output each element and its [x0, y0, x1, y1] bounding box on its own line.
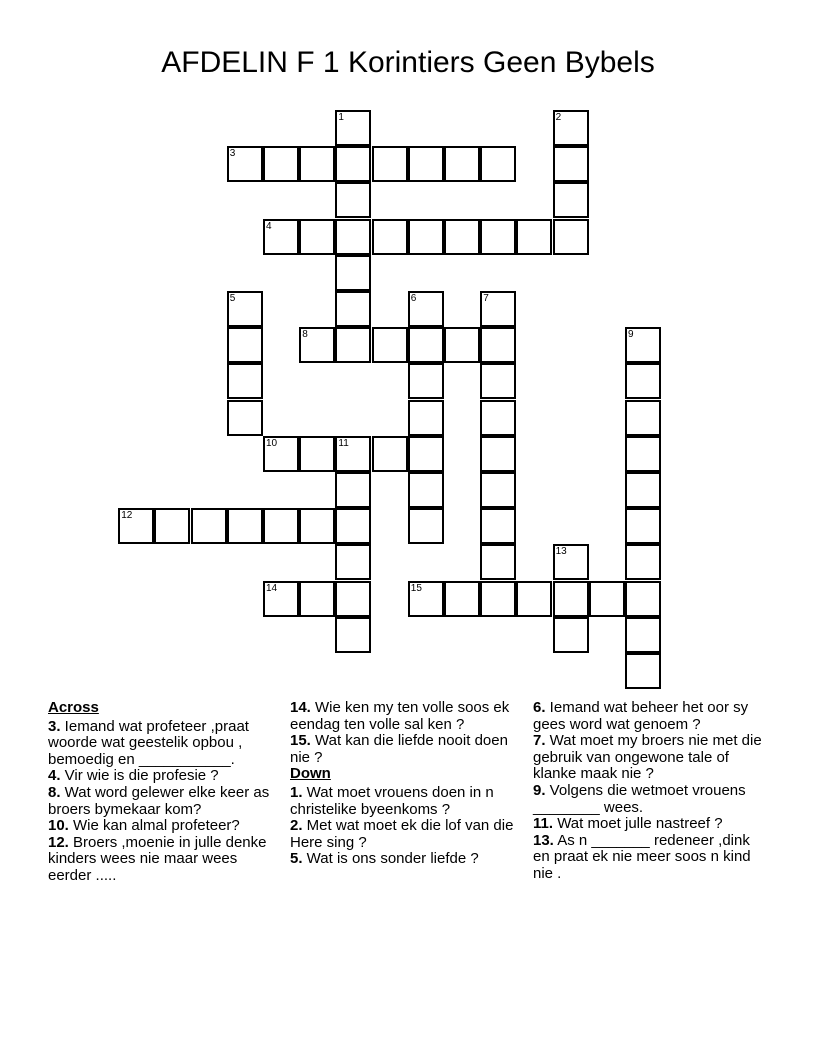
grid-cell[interactable] — [480, 436, 516, 472]
clue-item — [48, 719, 276, 769]
grid-cell[interactable] — [372, 219, 408, 255]
grid-cell[interactable] — [372, 436, 408, 472]
clue-number-label: 14. — [290, 699, 311, 716]
grid-cell[interactable] — [480, 544, 516, 580]
clue-item — [48, 818, 276, 835]
grid-cell[interactable] — [444, 327, 480, 363]
grid-cell[interactable] — [480, 400, 516, 436]
grid-cell[interactable] — [553, 182, 589, 218]
down-heading: Down — [290, 765, 331, 783]
clue-number-label: 10. — [48, 817, 69, 835]
clue-text: As n _______ redeneer ,dink en praat ek nie meer soos n kind nie . — [533, 831, 751, 882]
clue-item — [290, 700, 522, 733]
clue-number-label: 12. — [48, 833, 69, 851]
clue-number-label: 3. — [48, 717, 61, 735]
clue-number: 5 — [229, 293, 236, 304]
grid-cell[interactable] — [263, 436, 299, 472]
clue-number-label: 11. — [533, 815, 554, 833]
clue-number-label: 13. — [533, 831, 554, 849]
grid-cell[interactable] — [227, 327, 263, 363]
grid-cell[interactable] — [227, 400, 263, 436]
grid-cell[interactable] — [335, 219, 371, 255]
down-clue-list — [290, 785, 522, 868]
clue-text: Iemand wat beheer het oor sy gees word wat genoem ? — [533, 699, 749, 733]
clue-number-label: 1. — [290, 783, 303, 801]
clue-item — [533, 733, 768, 783]
clue-text: Vir wie is die profesie ? — [60, 767, 219, 785]
grid-cell[interactable] — [408, 508, 444, 544]
grid-cell[interactable] — [335, 508, 371, 544]
clue-number: 9 — [628, 329, 634, 341]
down-clue-list-continued — [533, 700, 768, 883]
grid-cell[interactable] — [372, 146, 408, 182]
grid-cell[interactable] — [553, 110, 589, 146]
clue-number: 14 — [266, 582, 278, 594]
grid-cell[interactable] — [625, 436, 661, 472]
grid-cell[interactable] — [118, 508, 154, 544]
grid-cell[interactable] — [372, 327, 408, 363]
clue-item — [290, 733, 522, 766]
grid-cell[interactable] — [263, 146, 299, 182]
clue-number: 7 — [483, 293, 489, 304]
grid-cell[interactable] — [625, 327, 661, 363]
clue-text: Iemand wat profeteer ,praat woorde wat geestelik opbou , bemoedig en ___________. — [48, 717, 249, 768]
grid-cell[interactable] — [553, 617, 589, 653]
grid-cell[interactable] — [625, 581, 661, 617]
grid-cell[interactable] — [444, 146, 480, 182]
clue-item — [48, 785, 276, 818]
clue-text: Wie kan almal profeteer? — [68, 817, 240, 835]
clue-text: Wat kan die liefde nooit doen nie ? — [290, 732, 508, 766]
grid-cell[interactable] — [299, 508, 335, 544]
grid-cell[interactable] — [408, 436, 444, 472]
grid-cell[interactable] — [480, 508, 516, 544]
grid-cell[interactable] — [227, 508, 263, 544]
grid-cell[interactable] — [480, 581, 516, 617]
clue-item — [290, 818, 522, 851]
clue-text: Wie ken my ten volle soos ek eendag ten volle sal ken ? — [290, 699, 510, 733]
clue-number: 12 — [121, 510, 133, 522]
grid-cell[interactable] — [299, 327, 335, 363]
clue-number-label: 2. — [290, 817, 303, 835]
clue-number: 11 — [338, 437, 349, 449]
clue-text: Wat moet julle nastreef ? — [553, 815, 723, 833]
grid-cell[interactable] — [480, 219, 516, 255]
grid-cell[interactable] — [227, 291, 263, 327]
grid-cell[interactable] — [299, 436, 335, 472]
grid-cell[interactable] — [335, 436, 371, 472]
grid-cell[interactable] — [263, 219, 299, 255]
across-heading: Across — [48, 699, 99, 716]
clue-item — [290, 851, 522, 868]
clue-number-label: 7. — [533, 732, 546, 750]
clue-item — [533, 816, 768, 833]
grid-cell[interactable] — [589, 581, 625, 617]
clue-number-label: 6. — [533, 699, 546, 716]
clue-item — [48, 835, 276, 885]
grid-cell[interactable] — [553, 581, 589, 617]
grid-cell[interactable] — [299, 581, 335, 617]
grid-cell[interactable] — [408, 219, 444, 255]
grid-cell[interactable] — [335, 255, 371, 291]
grid-cell[interactable] — [335, 146, 371, 182]
clue-number: 10 — [266, 437, 278, 449]
grid-cell[interactable] — [263, 508, 299, 544]
clue-item — [533, 833, 768, 883]
grid-cell[interactable] — [408, 581, 444, 617]
clue-number-label: 4. — [48, 767, 61, 785]
grid-cell[interactable] — [154, 508, 190, 544]
grid-cell[interactable] — [227, 146, 263, 182]
clues-column-2 — [290, 700, 522, 868]
grid-cell[interactable] — [335, 182, 371, 218]
grid-cell[interactable] — [335, 617, 371, 653]
clue-text: Wat is ons sonder liefde ? — [302, 850, 479, 868]
clues-column-1 — [48, 700, 276, 885]
grid-cell[interactable] — [408, 146, 444, 182]
clue-text: Broers ,moenie in julle denke kinders wees nie maar wees eerder ..... — [48, 833, 267, 884]
across-clue-list-continued — [290, 700, 522, 766]
page-title: AFDELIN F 1 Korintiers Geen Bybels — [161, 46, 655, 79]
clue-item — [533, 700, 768, 733]
grid-cell[interactable] — [480, 472, 516, 508]
grid-cell[interactable] — [191, 508, 227, 544]
clues-column-3 — [533, 700, 768, 883]
grid-cell[interactable] — [516, 219, 552, 255]
grid-cell[interactable] — [480, 146, 516, 182]
grid-cell[interactable] — [553, 219, 589, 255]
grid-cell[interactable] — [408, 472, 444, 508]
clue-number: 13 — [555, 546, 567, 558]
clue-number-label: 8. — [48, 783, 61, 801]
grid-cell[interactable] — [625, 363, 661, 399]
grid-cell[interactable] — [263, 581, 299, 617]
grid-cell[interactable] — [299, 219, 335, 255]
grid-cell[interactable] — [625, 617, 661, 653]
grid-cell[interactable] — [227, 363, 263, 399]
clue-text: Wat word gelewer elke keer as broers bymekaar kom? — [48, 783, 270, 818]
clue-item — [533, 783, 768, 816]
clue-text: Wat moet vrouens doen in n christelike byeenkoms ? — [290, 783, 494, 818]
grid-cell[interactable] — [480, 327, 516, 363]
clue-number: 1 — [338, 112, 344, 123]
grid-cell[interactable] — [299, 146, 335, 182]
grid-cell[interactable] — [625, 472, 661, 508]
grid-cell[interactable] — [335, 472, 371, 508]
clue-number: 6 — [410, 293, 417, 304]
grid-cell[interactable] — [625, 544, 661, 580]
grid-cell[interactable] — [335, 291, 371, 327]
grid-cell[interactable] — [480, 363, 516, 399]
clue-number: 8 — [302, 329, 308, 341]
clue-number: 3 — [229, 148, 236, 160]
grid-cell[interactable] — [335, 110, 371, 146]
grid-cell[interactable] — [553, 544, 589, 580]
grid-cell[interactable] — [335, 327, 371, 363]
grid-cell[interactable] — [516, 581, 552, 617]
clue-number: 2 — [555, 112, 562, 123]
clue-number-label: 15. — [290, 732, 311, 750]
grid-cell[interactable] — [625, 508, 661, 544]
grid-cell[interactable] — [625, 400, 661, 436]
clue-text: Volgens die wetmoet vrouens ________ wees. — [533, 781, 746, 816]
grid-cell[interactable] — [408, 400, 444, 436]
clue-number-label: 9. — [533, 781, 546, 799]
grid-cell[interactable] — [408, 363, 444, 399]
grid-cell[interactable] — [408, 327, 444, 363]
grid-cell[interactable] — [335, 544, 371, 580]
grid-cell[interactable] — [553, 146, 589, 182]
grid-cell[interactable] — [335, 581, 371, 617]
grid-cell[interactable] — [444, 581, 480, 617]
clue-text: Met wat moet ek die lof van die Here sing ? — [290, 817, 514, 851]
across-clue-list — [48, 719, 276, 885]
clue-item — [290, 785, 522, 818]
grid-cell[interactable] — [625, 653, 661, 689]
grid-cell[interactable] — [480, 291, 516, 327]
clue-item — [48, 768, 276, 785]
clue-number: 15 — [410, 582, 422, 594]
clue-number: 4 — [266, 220, 272, 232]
grid-cell[interactable] — [408, 291, 444, 327]
grid-cell[interactable] — [444, 219, 480, 255]
clue-text: Wat moet my broers nie met die gebruik van ongewone tale of klanke maak nie ? — [533, 732, 762, 783]
clue-number-label: 5. — [290, 850, 303, 868]
